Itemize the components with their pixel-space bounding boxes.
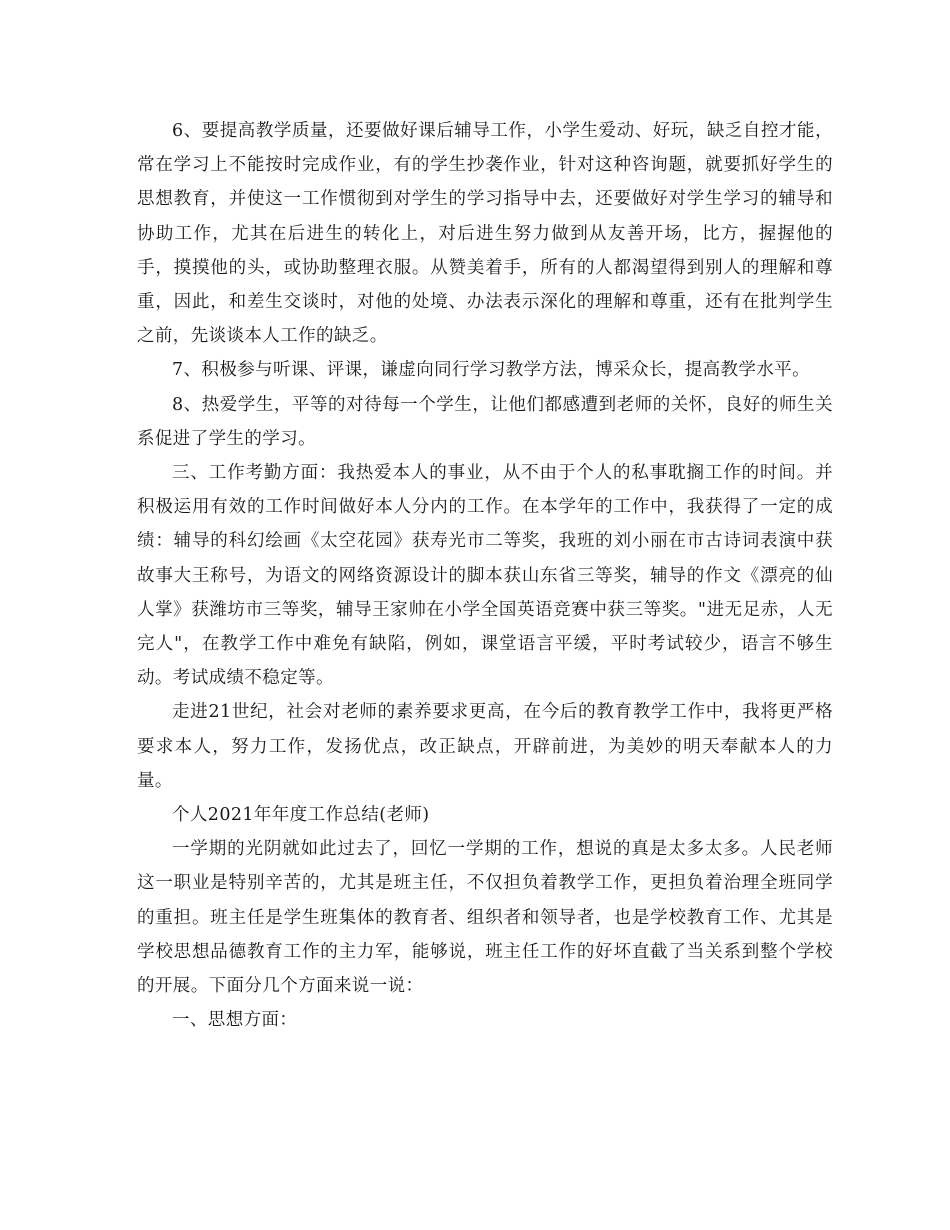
paragraph-intro: 一学期的光阴就如此过去了，回忆一学期的工作，想说的真是太多太多。人民老师这一职业是特别辛苦的，尤其是班主任，不仅担负着教学工作，更担负着治理全班同学的重担。班主任是学生班集体的教育者、组织者和领导者，也是学校教育工作、尤其是学校思想品德教育工作的主力军，能够说，班主任工作的好坏直截了当关系到整个学校的开展。下面分几个方面来说一说： bbox=[137, 839, 833, 997]
paragraph-closing: 走进21世纪，社会对老师的素养要求更高，在今后的教育教学工作中，我将更严格要求本人，努力工作，发扬优点，改正缺点，开辟前进，为美妙的明天奉献本人的力量。 bbox=[137, 702, 833, 791]
document-body bbox=[137, 114, 833, 1037]
paragraph-item-7-lesson-observation: 7、积极参与听课、评课，谦虚向同行学习教学方法，博采众长，提高教学水平。 bbox=[172, 360, 811, 381]
section-title: 个人2021年年度工作总结(老师) bbox=[172, 805, 430, 826]
section-heading-thought: 一、思想方面： bbox=[172, 1010, 298, 1031]
paragraph-item-8-love-students: 8、热爱学生，平等的对待每一个学生，让他们都感遭到老师的关怀，良好的师生关系促进了学生的学习。 bbox=[137, 394, 833, 449]
paragraph-section-3-attendance: 三、工作考勤方面：我热爱本人的事业，从不由于个人的私事耽搁工作的时间。并积极运用有效的工作时间做好本人分内的工作。在本学年的工作中，我获得了一定的成绩：辅导的科幻绘画《太空花园》获寿光市二等奖，我班的刘小丽在市古诗词表演中获故事大王称号，为语文的网络资源设计的脚本获山东省三等奖，辅导的作文《漂亮的仙人掌》获潍坊市三等奖，辅导王家帅在小学全国英语竞赛中获三等奖。"进无足赤，人无完人"，在教学工作中难免有缺陷，例如，课堂语言平缓，平时考试较少，语言不够生动。考试成绩不稳定等。 bbox=[137, 463, 833, 689]
paragraph-item-6-tutoring: 6、要提高教学质量，还要做好课后辅导工作，小学生爱动、好玩，缺乏自控才能，常在学习上不能按时完成作业，有的学生抄袭作业，针对这种咨询题，就要抓好学生的思想教育，并使这一工作惯彻到对学生的学习指导中去，还要做好对学生学习的辅导和协助工作，尤其在后进生的转化上，对后进生努力做到从友善开场，比方，握握他的手，摸摸他的头，或协助整理衣服。从赞美着手，所有的人都渴望得到别人的理解和尊重，因此，和差生交谈时，对他的处境、办法表示深化的理解和尊重，还有在批判学生之前，先谈谈本人工作的缺乏。 bbox=[137, 121, 833, 347]
